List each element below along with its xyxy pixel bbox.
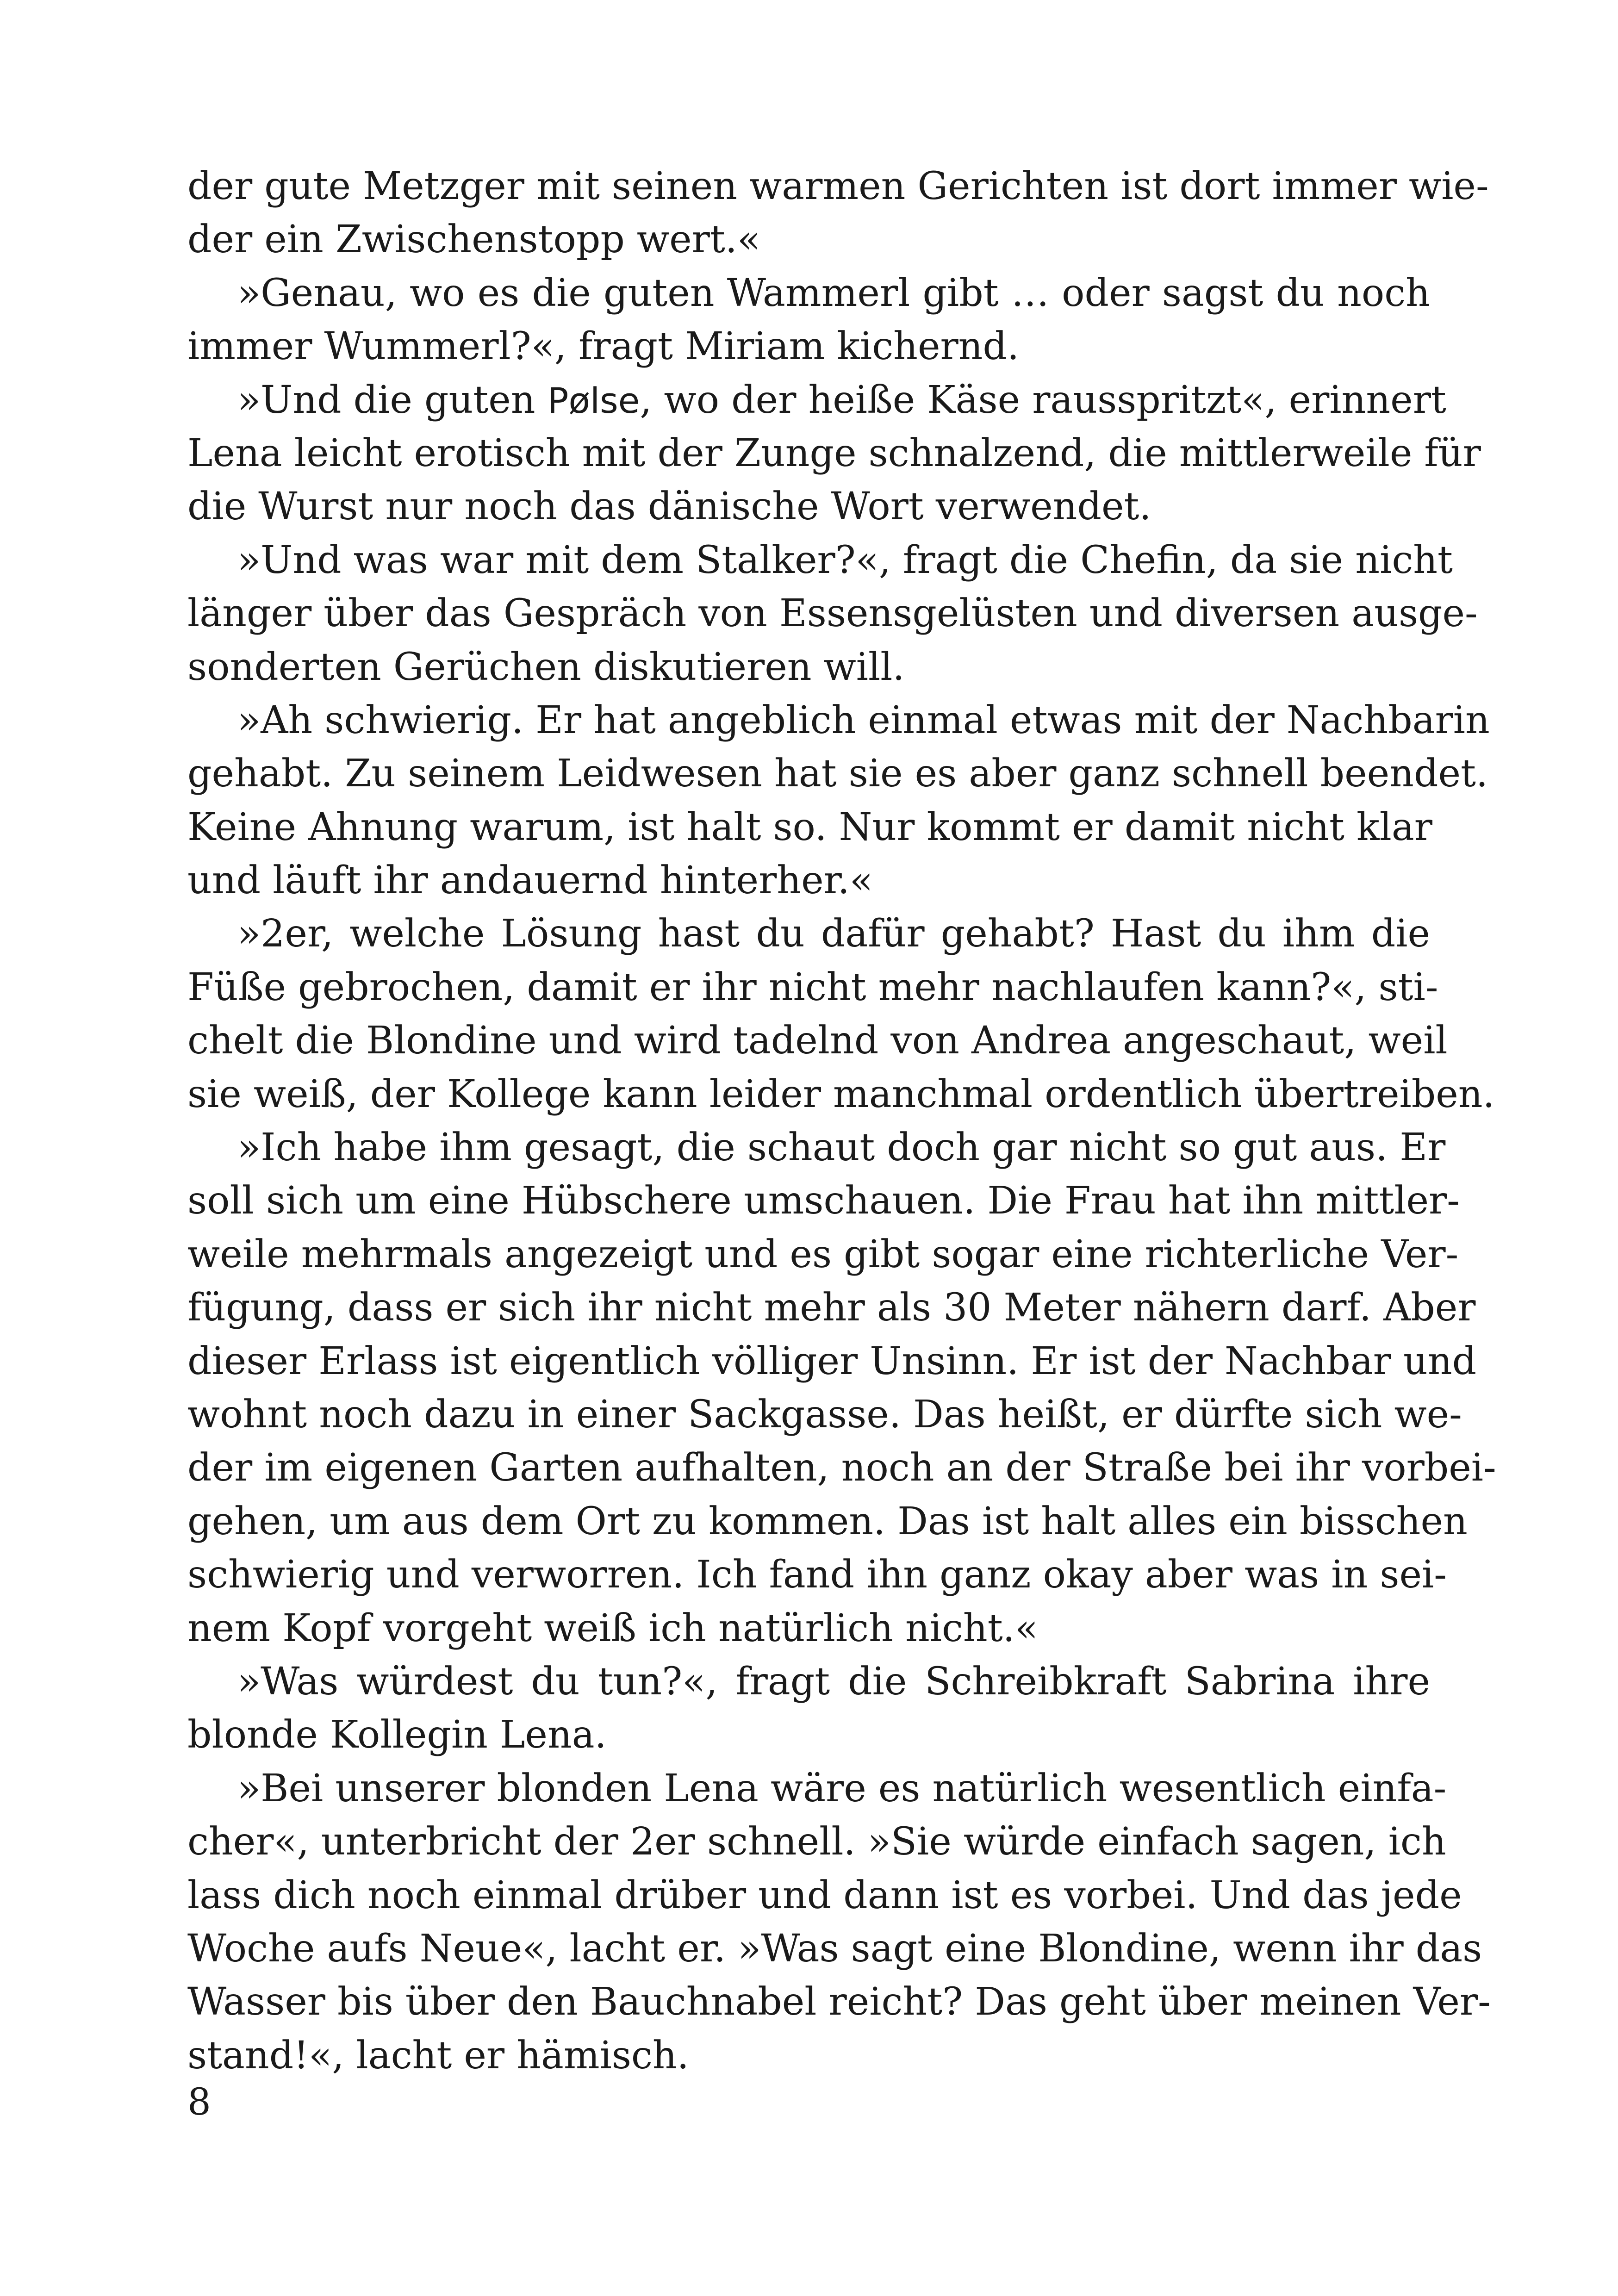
text-line: stand!«, lacht er hämisch. [187,2033,689,2078]
text-line: der ein Zwischenstopp wert.« [187,218,761,262]
text-line: immer Wummerl?«, fragt Miriam kichernd. [187,324,1020,369]
body-text [187,160,1496,2082]
text-line: nem Kopf vorgeht weiß ich natürlich nicht.« [187,1606,1038,1650]
text-line: sonderten Gerüchen diskutieren will. [187,645,905,689]
text-line: lass dich noch einmal drüber und dann ist es vorbei. Und das jede [187,1873,1462,1917]
text-line: »2er, welche Lösung hast du dafür gehabt? Hast du ihm die [237,912,1430,956]
text-line: gehen, um aus dem Ort zu kommen. Das ist halt alles ein bisschen [187,1499,1468,1543]
text-line: Lena leicht erotisch mit der Zunge schnalzend, die mittlerweile für [187,431,1481,475]
text-line [187,373,1446,427]
text-line: und läuft ihr andauernd hinterher.« [187,859,873,903]
text-line: »Was würdest du tun?«, fragt die Schreibkraft Sabrina ihre [237,1659,1430,1704]
text-line: cher«, unterbricht der 2er schnell. »Sie würde einfach sagen, ich [187,1820,1446,1864]
text-line: weile mehrmals angezeigt und es gibt sogar eine richterliche Ver- [187,1232,1459,1276]
text-line: »Und was war mit dem Stalker?«, fragt die Chefin, da sie nicht [237,538,1453,582]
text-segment: »Und die guten [237,378,548,422]
text-line: die Wurst nur noch das dänische Wort verwendet. [187,485,1151,529]
text-segment: , wo der heiße Käse rausspritzt«, erinnert [640,378,1446,422]
text-line: Keine Ahnung warum, ist halt so. Nur kommt er damit nicht klar [187,805,1432,849]
text-line: sie weiß, der Kollege kann leider manchmal ordentlich übertreiben. [187,1072,1495,1116]
text-line: Wasser bis über den Bauchnabel reicht? Das geht über meinen Ver- [187,1980,1491,2024]
text-line: chelt die Blondine und wird tadelnd von Andrea angeschaut, weil [187,1019,1448,1063]
page-number: 8 [187,2080,211,2123]
foreign-word: Pølse [547,380,640,421]
text-line: »Ah schwierig. Er hat angeblich einmal etwas mit der Nachbarin [237,698,1490,742]
text-line: wohnt noch dazu in einer Sackgasse. Das heißt, er dürfte sich we- [187,1392,1462,1437]
text-line: der gute Metzger mit seinen warmen Gerichten ist dort immer wie- [187,164,1489,208]
text-line: der im eigenen Garten aufhalten, noch an der Straße bei ihr vorbei- [187,1446,1496,1490]
text-line: länger über das Gespräch von Essensgelüsten und diversen ausge- [187,591,1478,636]
text-line: Woche aufs Neue«, lacht er. »Was sagt eine Blondine, wenn ihr das [187,1926,1482,1971]
text-line: blonde Kollegin Lena. [187,1713,607,1757]
text-line: »Ich habe ihm gesagt, die schaut doch gar nicht so gut aus. Er [237,1126,1446,1170]
text-line: fügung, dass er sich ihr nicht mehr als 30 Meter nähern darf. Aber [187,1286,1476,1330]
text-line: »Genau, wo es die guten Wammerl gibt … oder sagst du noch [237,271,1430,315]
text-line: soll sich um eine Hübschere umschauen. Die Frau hat ihn mittler- [187,1179,1460,1223]
text-line: schwierig und verworren. Ich fand ihn ganz okay aber was in sei- [187,1553,1447,1597]
text-line: dieser Erlass ist eigentlich völliger Unsinn. Er ist der Nachbar und [187,1339,1477,1383]
text-line: »Bei unserer blonden Lena wäre es natürlich wesentlich einfa- [237,1766,1447,1811]
text-line: Füße gebrochen, damit er ihr nicht mehr nachlaufen kann?«, sti- [187,965,1438,1009]
text-line: gehabt. Zu seinem Leidwesen hat sie es aber ganz schnell beendet. [187,752,1488,796]
